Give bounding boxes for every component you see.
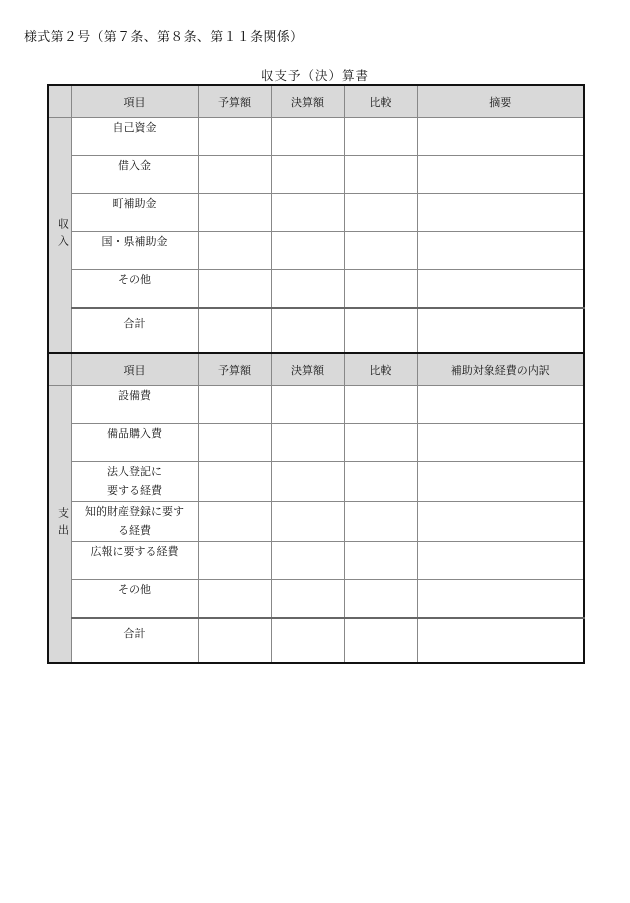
budget-cell[interactable] xyxy=(198,118,271,156)
header-item: 項目 xyxy=(71,353,198,386)
header-budget: 予算額 xyxy=(198,85,271,118)
income-row-loan xyxy=(48,156,584,194)
expense-item-label: 設備費 xyxy=(71,386,198,424)
expense-row-equipment xyxy=(48,386,584,424)
breakdown-cell[interactable] xyxy=(417,502,584,542)
comparison-cell[interactable] xyxy=(344,502,417,542)
summary-cell[interactable] xyxy=(417,118,584,156)
breakdown-cell[interactable] xyxy=(417,580,584,619)
budget-cell[interactable] xyxy=(198,386,271,424)
income-total-row xyxy=(48,308,584,353)
expense-row-fixtures xyxy=(48,424,584,462)
settlement-cell[interactable] xyxy=(271,462,344,502)
expense-item-label: 法人登記に 要する経費 xyxy=(71,462,198,502)
comparison-cell[interactable] xyxy=(344,580,417,619)
expense-section xyxy=(48,353,584,663)
comparison-cell[interactable] xyxy=(344,424,417,462)
header-comparison: 比較 xyxy=(344,85,417,118)
expense-item-label: 備品購入費 xyxy=(71,424,198,462)
income-row-own-funds xyxy=(48,118,584,156)
comparison-cell[interactable] xyxy=(344,542,417,580)
settlement-cell[interactable] xyxy=(271,194,344,232)
header-breakdown: 補助対象経費の内訳 xyxy=(417,353,584,386)
breakdown-cell[interactable] xyxy=(417,386,584,424)
header-settlement: 決算額 xyxy=(271,85,344,118)
income-row-other xyxy=(48,270,584,309)
income-item-label: 国・県補助金 xyxy=(71,232,198,270)
summary-cell[interactable] xyxy=(417,270,584,309)
settlement-cell[interactable] xyxy=(271,424,344,462)
comparison-cell[interactable] xyxy=(344,194,417,232)
budget-table xyxy=(47,84,585,664)
summary-cell[interactable] xyxy=(417,156,584,194)
income-row-town-subsidy xyxy=(48,194,584,232)
form-number-label: 様式第２号（第７条、第８条、第１１条関係） xyxy=(24,30,304,45)
budget-cell[interactable] xyxy=(198,424,271,462)
income-row-national-subsidy xyxy=(48,232,584,270)
settlement-cell[interactable] xyxy=(271,542,344,580)
budget-cell[interactable] xyxy=(198,580,271,619)
budget-cell[interactable] xyxy=(198,462,271,502)
expense-row-publicity xyxy=(48,542,584,580)
settlement-cell[interactable] xyxy=(271,232,344,270)
settlement-cell[interactable] xyxy=(271,156,344,194)
expense-item-label: その他 xyxy=(71,580,198,619)
summary-cell[interactable] xyxy=(417,308,584,353)
document-title: 収支予（決）算書 xyxy=(260,68,369,83)
comparison-cell[interactable] xyxy=(344,308,417,353)
expense-side-label: 支出 xyxy=(48,386,71,664)
header-summary: 摘要 xyxy=(417,85,584,118)
income-item-label: 借入金 xyxy=(71,156,198,194)
settlement-cell[interactable] xyxy=(271,618,344,663)
header-item: 項目 xyxy=(71,85,198,118)
expense-header-row xyxy=(48,353,584,386)
expense-row-other xyxy=(48,580,584,619)
income-total-label: 合計 xyxy=(71,308,198,353)
budget-cell[interactable] xyxy=(198,232,271,270)
budget-cell[interactable] xyxy=(198,270,271,309)
breakdown-cell[interactable] xyxy=(417,618,584,663)
budget-cell[interactable] xyxy=(198,308,271,353)
budget-cell[interactable] xyxy=(198,618,271,663)
expense-total-label: 合計 xyxy=(71,618,198,663)
comparison-cell[interactable] xyxy=(344,118,417,156)
header-budget: 予算額 xyxy=(198,353,271,386)
comparison-cell[interactable] xyxy=(344,156,417,194)
breakdown-cell[interactable] xyxy=(417,462,584,502)
settlement-cell[interactable] xyxy=(271,502,344,542)
comparison-cell[interactable] xyxy=(344,462,417,502)
expense-side-header xyxy=(48,353,71,386)
settlement-cell[interactable] xyxy=(271,386,344,424)
settlement-cell[interactable] xyxy=(271,270,344,309)
expense-row-ip-registration xyxy=(48,502,584,542)
summary-cell[interactable] xyxy=(417,232,584,270)
comparison-cell[interactable] xyxy=(344,270,417,309)
budget-cell[interactable] xyxy=(198,156,271,194)
budget-cell[interactable] xyxy=(198,542,271,580)
income-item-label: 町補助金 xyxy=(71,194,198,232)
breakdown-cell[interactable] xyxy=(417,424,584,462)
budget-cell[interactable] xyxy=(198,502,271,542)
breakdown-cell[interactable] xyxy=(417,542,584,580)
income-side-label: 収入 xyxy=(48,118,71,354)
comparison-cell[interactable] xyxy=(344,232,417,270)
expense-total-row xyxy=(48,618,584,663)
expense-row-registration xyxy=(48,462,584,502)
settlement-cell[interactable] xyxy=(271,580,344,619)
income-side-header xyxy=(48,85,71,118)
header-comparison: 比較 xyxy=(344,353,417,386)
expense-item-label: 広報に要する経費 xyxy=(71,542,198,580)
summary-cell[interactable] xyxy=(417,194,584,232)
comparison-cell[interactable] xyxy=(344,386,417,424)
header-settlement: 決算額 xyxy=(271,353,344,386)
expense-item-label: 知的財産登録に要す る経費 xyxy=(71,502,198,542)
budget-cell[interactable] xyxy=(198,194,271,232)
settlement-cell[interactable] xyxy=(271,308,344,353)
income-section xyxy=(48,85,584,353)
income-item-label: その他 xyxy=(71,270,198,309)
comparison-cell[interactable] xyxy=(344,618,417,663)
income-header-row xyxy=(48,85,584,118)
income-item-label: 自己資金 xyxy=(71,118,198,156)
settlement-cell[interactable] xyxy=(271,118,344,156)
